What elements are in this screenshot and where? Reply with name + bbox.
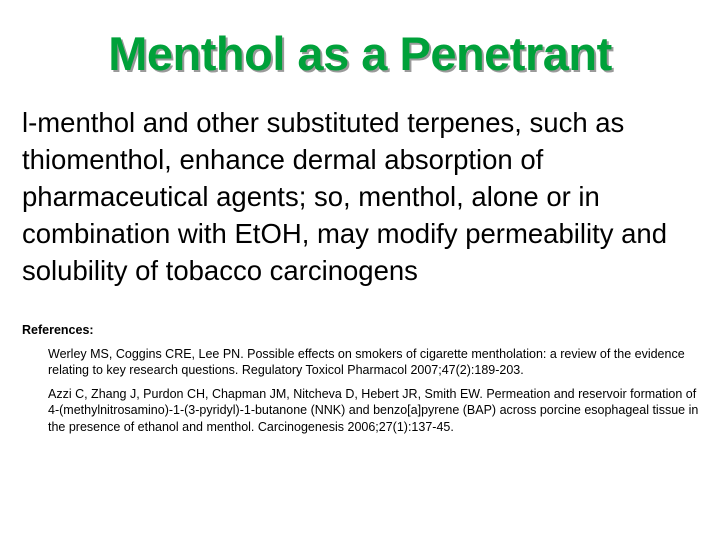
- references-section: [22, 322, 704, 442]
- slide-body-text: l-menthol and other substituted terpenes, such as thiomenthol, enhance dermal absorption of pharmaceutical agents; so, menthol, alone or in combination with EtOH, may modify permeability and solubility of tobacco carcinogens: [22, 107, 667, 286]
- reference-item: Azzi C, Zhang J, Purdon CH, Chapman JM, Nitcheva D, Hebert JR, Smith EW. Permeation and reservoir formation of 4-(methylnitrosamino)-1-(3-pyridyl)-1-butanone (NNK) and benzo[a]pyrene (BAP) across porcine esophageal tissue in the presence of ethanol and menthol. Carcinogenesis 2006;27(1):137-45.: [48, 386, 699, 434]
- reference-item: Werley MS, Coggins CRE, Lee PN. Possible effects on smokers of cigarette mentholation: a review of the evidence relating to key research questions. Regulatory Toxicol Pharmacol 2007;47(2):189-203.: [48, 346, 685, 377]
- page-title: Menthol as a Penetrant: [108, 27, 612, 80]
- references-heading: References:: [22, 323, 94, 337]
